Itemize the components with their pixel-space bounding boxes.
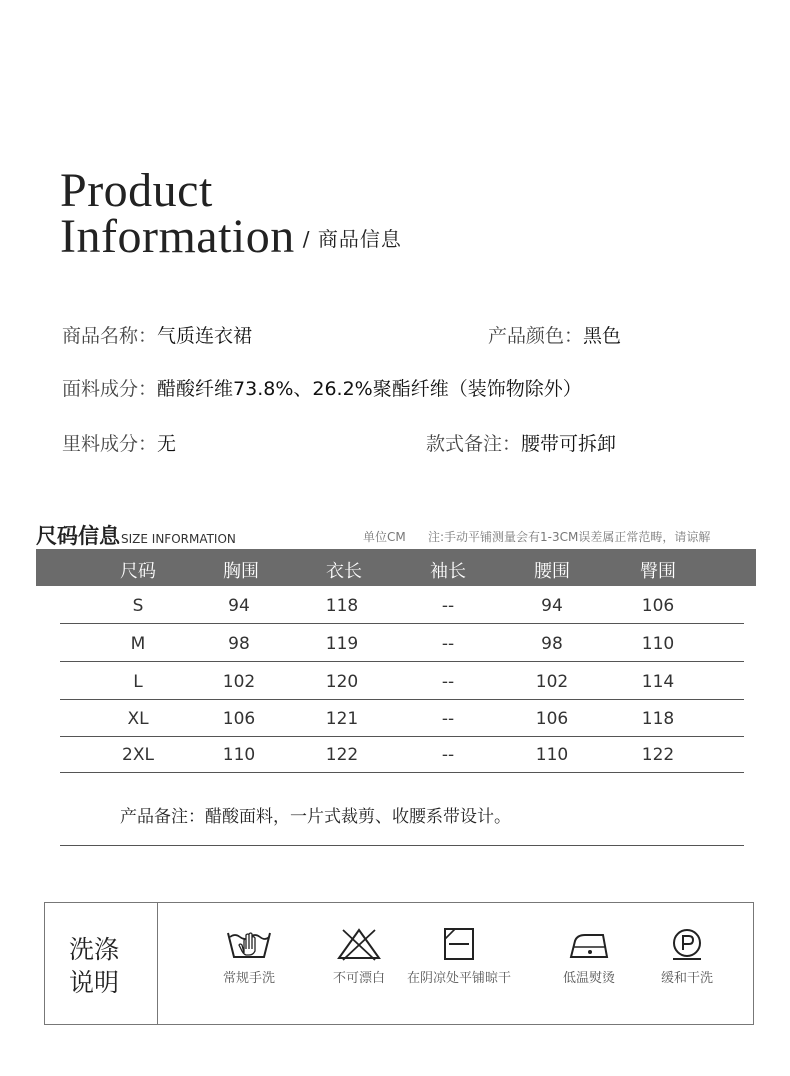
size-unit: 单位CM [363,530,406,544]
td-size: 2XL [122,745,154,765]
wash-title-line1: 洗涤 [69,935,120,964]
td-sleeve: -- [441,672,455,692]
td-hip: 118 [641,709,675,729]
wash-label: 低温熨烫 [562,971,615,986]
shade-flat-dry-icon [435,927,483,961]
info-product-name [62,321,252,348]
td-waist: 98 [541,634,563,654]
info-style-note [426,429,616,456]
wash-label: 常规手洗 [222,971,275,986]
product-info-title [60,164,402,263]
info-label: 面料成分： [62,378,158,400]
td-length: 118 [325,596,359,616]
td-length: 121 [325,709,359,729]
td-sleeve: -- [441,634,455,654]
title-sub: / 商品信息 [302,227,402,251]
info-value: 气质连衣裙 [157,325,253,347]
td-bust: 106 [222,709,256,729]
th-waist: 腰围 [534,561,570,582]
info-label: 款式备注： [426,433,522,455]
td-hip: 106 [641,596,675,616]
wash-item-shade-flat-dry [399,927,519,986]
info-value: 腰带可拆卸 [521,433,617,455]
size-info-header [36,520,756,548]
title-product: Product [60,164,213,217]
th-length: 衣长 [326,561,362,582]
product-remark: 产品备注：醋酸面料，一片式裁剪、收腰系带设计。 [120,807,511,827]
th-bust: 胸围 [223,561,259,582]
table-row [60,736,744,773]
td-waist: 110 [535,745,569,765]
td-sleeve: -- [441,745,455,765]
info-value: 黑色 [583,325,622,347]
td-size: S [132,596,144,616]
size-title-en: SIZE INFORMATION [121,532,236,546]
size-note: 注:手动平铺测量会有1-3CM误差属正常范畴，请谅解 [428,530,711,544]
info-fabric [62,374,582,401]
td-waist: 94 [541,596,563,616]
table-row [60,587,744,624]
info-label: 商品名称： [62,325,158,347]
wash-title [69,933,119,999]
wash-instructions [44,902,754,1025]
td-bust: 110 [222,745,256,765]
td-hip: 122 [641,745,675,765]
title-information: Information [60,210,295,263]
low-iron-icon [565,927,613,961]
info-label: 产品颜色： [488,325,584,347]
table-row [60,663,744,700]
size-title-cn: 尺码信息 [36,524,120,548]
info-product-color [488,321,621,348]
wash-title-line2: 说明 [69,968,120,997]
dry-clean-p-icon [663,927,711,961]
info-lining [62,429,176,456]
th-size: 尺码 [120,561,156,582]
td-size: L [133,672,143,692]
td-hip: 110 [641,634,675,654]
th-hip: 臀围 [640,561,676,582]
td-length: 119 [325,634,359,654]
wash-label: 在阴凉处平铺晾干 [406,971,511,986]
td-size: XL [127,709,149,729]
td-sleeve: -- [441,596,455,616]
wash-item-hand-wash [189,927,309,986]
td-sleeve: -- [441,709,455,729]
size-info-title [36,520,236,550]
td-length: 122 [325,745,359,765]
wash-label: 不可漂白 [332,971,385,986]
wash-item-dry-clean [627,927,747,986]
td-length: 120 [325,672,359,692]
size-table-header [36,549,756,586]
td-bust: 94 [228,596,250,616]
wash-label: 缓和干洗 [660,971,713,986]
td-waist: 106 [535,709,569,729]
wash-divider [157,903,158,1024]
td-waist: 102 [535,672,569,692]
hand-wash-icon [225,927,273,961]
td-hip: 114 [641,672,675,692]
info-value: 无 [157,433,177,455]
td-bust: 98 [228,634,250,654]
no-bleach-icon [335,927,383,961]
th-sleeve: 袖长 [430,561,466,582]
info-label: 里料成分： [62,433,158,455]
info-value: 醋酸纤维73.8%、26.2%聚酯纤维（装饰物除外） [157,378,582,400]
table-row [60,625,744,662]
table-row [60,700,744,737]
divider [60,845,744,846]
td-bust: 102 [222,672,256,692]
title-line2 [60,210,402,263]
td-size: M [130,634,146,654]
